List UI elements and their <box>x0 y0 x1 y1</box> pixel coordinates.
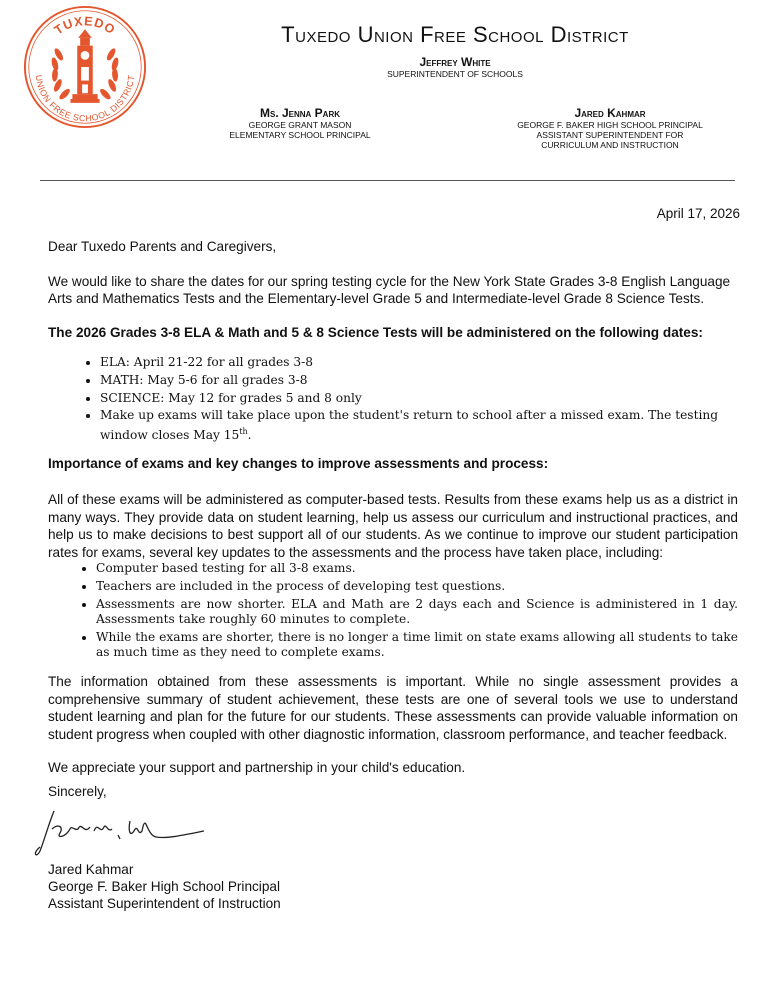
district-name: Tuxedo Union Free School District <box>281 22 629 47</box>
signer-name: Jared Kahmar <box>48 861 134 877</box>
list-item: • Assessments are now shorter. ELA and Math are 2 days each and Science is administered in 1 day. Assessments take roughly 60 minutes to complete. <box>96 597 738 628</box>
test-dates-list <box>48 355 738 443</box>
handwritten-signature <box>34 801 209 861</box>
left-admin-name: Ms. Jenna Park <box>259 106 340 120</box>
section-heading: Importance of exams and key changes to improve assessments and process: <box>48 456 549 472</box>
letter-body <box>48 238 738 912</box>
appreciation-line: We appreciate your support and partnership in your child's education. <box>48 760 466 776</box>
right-admin-name: Jared Kahmar <box>574 106 646 120</box>
right-admin-title-1: GEORGE F. BAKER HIGH SCHOOL PRINCIPAL <box>517 120 703 130</box>
list-item: • MATH: May 5-6 for all grades 3-8 <box>100 373 738 389</box>
right-admin-title-2: ASSISTANT SUPERINTENDENT FOR <box>536 130 684 140</box>
makeup-end: . <box>247 427 252 442</box>
superintendent-name: Jeffrey White <box>419 55 491 69</box>
seal-bottom-text: UNION FREE SCHOOL DISTRICT <box>33 74 137 124</box>
key-changes-list <box>48 561 738 661</box>
left-administrator-block <box>210 107 390 140</box>
signer-block <box>48 861 738 912</box>
letter-date: April 17, 2026 <box>656 206 740 221</box>
dates-heading: The 2026 Grades 3-8 ELA & Math and 5 & 8 Science Tests will be administered on the following dates: <box>48 324 703 340</box>
makeup-text: Make up exams will take place upon the student's return to school after a missed exam. The testing window closes May 15 <box>100 408 719 442</box>
header-divider <box>40 180 735 181</box>
salutation: Dear Tuxedo Parents and Caregivers, <box>48 239 277 254</box>
signer-title-1: George F. Baker High School Principal <box>48 878 280 894</box>
left-admin-title-1: GEORGE GRANT MASON <box>248 120 352 130</box>
closing: Sincerely, <box>48 783 107 799</box>
body-paragraph-1: All of these exams will be administered as computer-based tests. Results from these exams help us as a district in many ways. They provide data on student learning, help us assess our curriculum and instructional practices, and help us to make decisions to best support all of our students. As we continue to improve our student participation rates for exams, several key updates to the assessments and the process have taken place, including: <box>48 492 738 560</box>
left-admin-title-2: ELEMENTARY SCHOOL PRINCIPAL <box>229 130 371 140</box>
district-seal-logo <box>22 4 148 130</box>
list-item: • Computer based testing for all 3-8 exams. <box>96 561 738 577</box>
body-paragraph-2: The information obtained from these assessments is important. While no single assessment provides a comprehensive summary of student achievement, these tests are one of several tools we use to understand student learning and plan for the future for our students. These assessments can provide valuable information on student progress when coupled with other diagnostic information, classroom performance, and teacher feedback. <box>48 673 738 742</box>
signer-title-2: Assistant Superintendent of Instruction <box>48 895 281 911</box>
right-admin-title-3: CURRICULUM AND INSTRUCTION <box>541 140 679 150</box>
makeup-superscript: th <box>239 426 248 436</box>
seal-top-text: TUXEDO <box>51 14 119 38</box>
list-item: • While the exams are shorter, there is no longer a time limit on state exams allowing all students to take as much time as they need to complete exams. <box>96 630 738 661</box>
list-item: • Teachers are included in the process of developing test questions. <box>96 579 738 595</box>
intro-paragraph: We would like to share the dates for our spring testing cycle for the New York State Grades 3-8 English Language Arts and Mathematics Tests and the Elementary-level Grade 5 and Intermediate-level Grade 8 Science Tests. <box>48 273 731 307</box>
list-item <box>100 408 738 443</box>
superintendent-block <box>295 56 615 79</box>
superintendent-title: SUPERINTENDENT OF SCHOOLS <box>387 69 523 79</box>
list-item: • ELA: April 21-22 for all grades 3-8 <box>100 355 738 371</box>
right-administrator-block <box>500 107 720 150</box>
list-item: • SCIENCE: May 12 for grades 5 and 8 only <box>100 391 738 407</box>
